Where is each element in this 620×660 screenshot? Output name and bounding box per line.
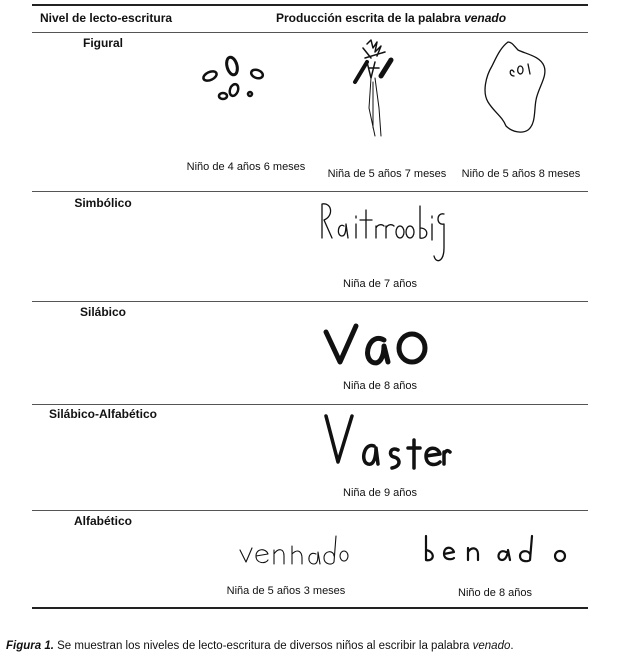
header-level: Nivel de lecto-escritura [40, 11, 173, 25]
caption-alfabetico-2: Niño de 8 años [458, 587, 532, 599]
figure-caption [6, 640, 616, 652]
figural-drawing-2 [345, 38, 405, 138]
table-top-rule [32, 4, 588, 6]
level-alfabetico: Alfabético [73, 514, 132, 528]
alfabetico-writing-1 [238, 530, 348, 570]
row-rule-4 [32, 510, 588, 511]
row-rule-1 [32, 191, 588, 192]
simbolico-writing [318, 196, 450, 268]
header-production-word: venado [464, 11, 507, 25]
caption-figural-2: Niña de 5 años 7 meses [327, 168, 447, 180]
header-production-prefix: Producción escrita de la palabra [276, 11, 461, 25]
caption-silabico-alfabetico: Niña de 9 años [343, 487, 417, 499]
figure-caption-word: venado [472, 640, 511, 652]
alfabetico-writing-2 [420, 532, 570, 568]
header-rule [32, 32, 588, 33]
table-bottom-rule [32, 607, 588, 609]
caption-simbolico: Niña de 7 años [343, 278, 417, 290]
figure-caption-label: Figura 1. [6, 640, 54, 652]
level-simbolico: Simbólico [74, 196, 132, 210]
level-silabico-alfabetico: Silábico-Alfabético [48, 407, 158, 421]
silabico-alfabetico-writing [322, 412, 450, 474]
row-rule-2 [32, 301, 588, 302]
figure-caption-end: . [510, 640, 514, 652]
level-silabico: Silábico [79, 305, 126, 319]
caption-silabico: Niña de 8 años [343, 380, 417, 392]
row-rule-3 [32, 404, 588, 405]
figural-drawing-1 [190, 50, 270, 110]
silabico-writing [322, 316, 432, 368]
caption-figural-3: Niño de 5 años 8 meses [461, 168, 581, 180]
caption-figural-1: Niño de 4 años 6 meses [186, 161, 306, 173]
figure-caption-text: Se muestran los niveles de lecto-escritura de diversos niños al escribir la palabra [57, 640, 470, 652]
level-figural: Figural [82, 36, 123, 50]
figural-drawing-3 [478, 36, 558, 136]
caption-alfabetico-1: Niña de 5 años 3 meses [226, 585, 346, 597]
header-production [276, 11, 506, 25]
